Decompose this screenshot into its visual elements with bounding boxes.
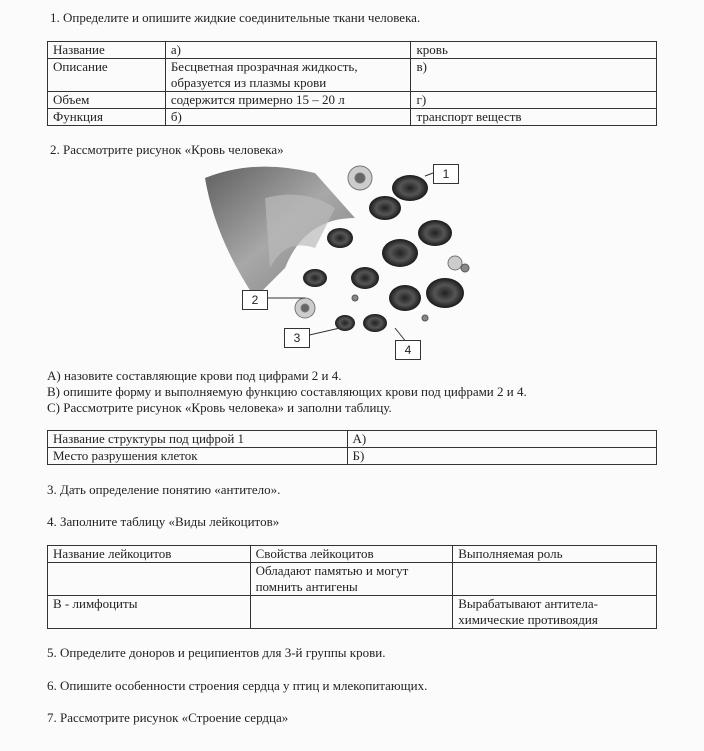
table-row: [48, 92, 657, 109]
table-cell: Функция: [48, 109, 166, 126]
table-row: [48, 431, 657, 448]
table-cell: кровь: [411, 42, 657, 59]
liquid-tissues-table: [47, 41, 657, 126]
question-2: 2. Рассмотрите рисунок «Кровь человека»: [50, 142, 284, 157]
table-row: [48, 448, 657, 465]
table-cell: Название структуры под цифрой 1: [48, 431, 348, 448]
blood-illustration: [195, 158, 495, 358]
table-cell: [48, 563, 251, 596]
leukocytes-table: [47, 545, 657, 629]
figure-label-3: 3: [284, 328, 310, 348]
table-header: Название лейкоцитов: [48, 546, 251, 563]
table-cell: Б): [347, 448, 656, 465]
table-cell: б): [165, 109, 411, 126]
table-row: [48, 109, 657, 126]
table-header: Выполняемая роль: [453, 546, 657, 563]
question-2-sub-c: С) Рассмотрите рисунок «Кровь человека» и заполни таблицу.: [47, 400, 392, 415]
table-cell: а): [165, 42, 411, 59]
table-cell: [250, 596, 453, 629]
table-cell: содержится примерно 15 – 20 л: [165, 92, 411, 109]
table-cell: [453, 563, 657, 596]
question-3: 3. Дать определение понятию «антитело».: [47, 482, 281, 497]
question-1: 1. Определите и опишите жидкие соединительные ткани человека.: [50, 10, 421, 25]
table-cell: г): [411, 92, 657, 109]
table-header: Свойства лейкоцитов: [250, 546, 453, 563]
figure-label-2: 2: [242, 290, 268, 310]
table-cell: Место разрушения клеток: [48, 448, 348, 465]
table-row: [48, 563, 657, 596]
table-header-row: [48, 546, 657, 563]
table-row: [48, 59, 657, 92]
table-cell: В - лимфоциты: [48, 596, 251, 629]
figure-label-4: 4: [395, 340, 421, 360]
table-cell: в): [411, 59, 657, 92]
table-cell: Обладают памятью и могут помнить антигены: [250, 563, 453, 596]
question-6: 6. Опишите особенности строения сердца у птиц и млекопитающих.: [47, 678, 428, 693]
table-row: [48, 42, 657, 59]
table-cell: А): [347, 431, 656, 448]
table-cell: Название: [48, 42, 166, 59]
table-cell: Вырабатывают антитела-химические противоядия: [453, 596, 657, 629]
question-2-sub-a: А) назовите составляющие крови под цифрами 2 и 4.: [47, 368, 342, 383]
table-cell: Объем: [48, 92, 166, 109]
figure-label-1: 1: [433, 164, 459, 184]
question-2-sub-b: В) опишите форму и выполняемую функцию составляющих крови под цифрами 2 и 4.: [47, 384, 527, 399]
table-cell: транспорт веществ: [411, 109, 657, 126]
question-4: 4. Заполните таблицу «Виды лейкоцитов»: [47, 514, 280, 529]
table-cell: Описание: [48, 59, 166, 92]
table-cell: Бесцветная прозрачная жидкость, образуется из плазмы крови: [165, 59, 411, 92]
table-row: [48, 596, 657, 629]
question-5: 5. Определите доноров и реципиентов для 3-й группы крови.: [47, 645, 386, 660]
structure-table: [47, 430, 657, 465]
question-7: 7. Рассмотрите рисунок «Строение сердца»: [47, 710, 289, 725]
